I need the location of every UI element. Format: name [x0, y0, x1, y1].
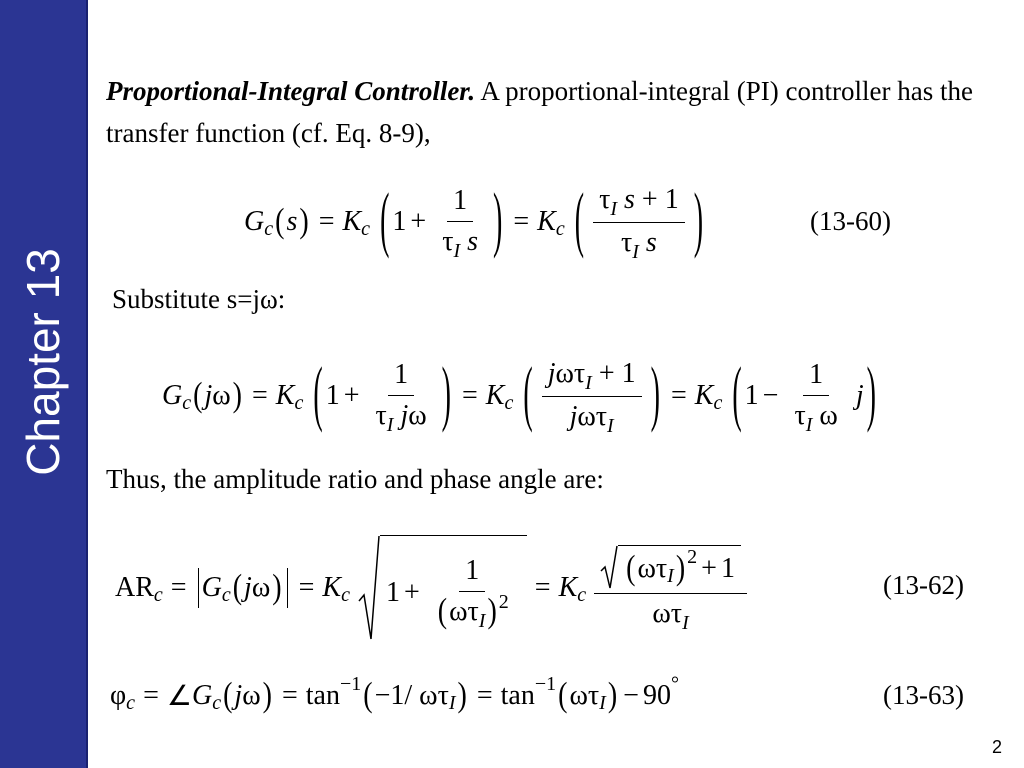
thus-text: Thus, the amplitude ratio and phase angle are:: [106, 464, 604, 494]
equation-13-60: G c ( s ) = K c ( 1 + $\frac{1}{\tau_I s}$ ) = K c ( $\frac{\tau_I s + 1}{\tau_I s}$ ): [244, 180, 704, 263]
equation-13-62: AR c = G c ( j ω ) = K c 1 + $\frac{1}{(\omega\tau_I) ^2}$ = K c ( ωτ I ) 2 + 1 $\omega\tau_I$: [115, 522, 753, 654]
intro-paragraph: [106, 70, 986, 154]
equation-number-13-63: (13-63): [883, 680, 964, 710]
sidebar-divider: [86, 0, 88, 768]
intro-text: A proportional-integral (PI) controller has the transfer function (cf. Eq. 8-9),: [106, 76, 973, 148]
equation-number-13-60: (13-60): [810, 206, 891, 236]
page-number: 2: [991, 737, 1002, 757]
substitute-text: Substitute s=jω:: [112, 284, 286, 314]
equation-number-13-62: (13-62): [883, 570, 964, 600]
equation-j-omega: G c ( j ω ) = K c ( 1 + $\frac{1}{\tau_I j\omega}$ ) = K c ( $\frac{j\omega\tau_I + 1}{j\omega\tau_I}$ ) = K c ( 1 − $\frac{1}{\tau_I \omega}$ j ): [162, 354, 876, 437]
equation-13-63: φ c = ∠ G c ( j ω ) = tan −1 ( −1/ ωτ I ) = tan −1 ( ωτ I ) − 90 °: [110, 672, 679, 715]
intro-lead: Proportional-Integral Controller.: [106, 76, 476, 106]
chapter-label: Chapter 13: [17, 248, 69, 476]
